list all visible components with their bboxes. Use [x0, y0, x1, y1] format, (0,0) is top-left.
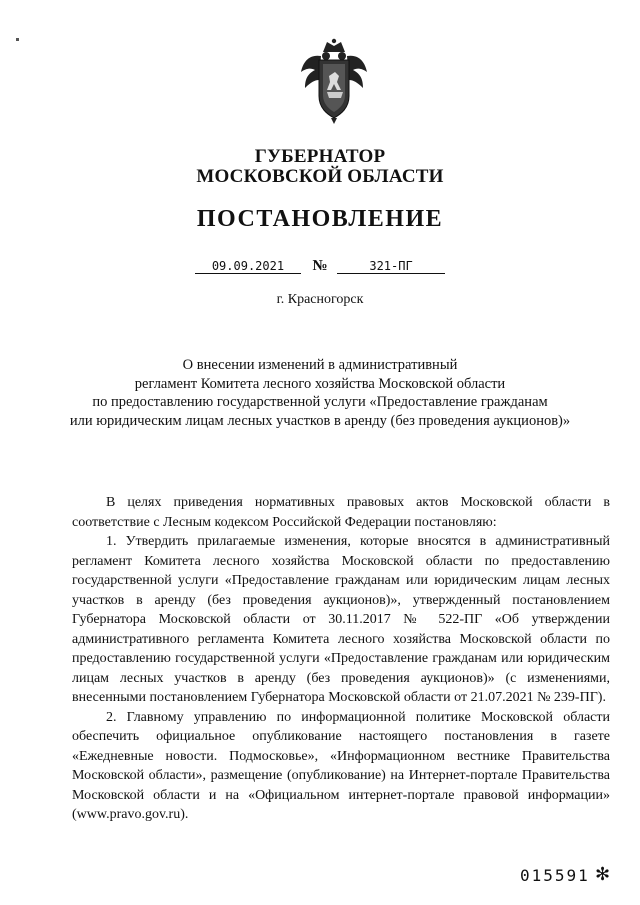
number-sign: № — [312, 258, 328, 274]
title-line: регламент Комитета лесного хозяйства Московской области — [134, 375, 506, 392]
intro-paragraph: В целях приведения нормативных правовых актов Московской области в соответствие с Лесным кодексом Российской Федерации постановляю: — [72, 495, 610, 530]
title-line: по предоставлению государственной услуги «Предоставление гражданам — [92, 394, 548, 410]
decree-number: 321-ПГ — [337, 259, 445, 274]
document-type-title: ПОСТАНОВЛЕНИЕ — [196, 206, 444, 232]
coat-of-arms-icon — [299, 38, 369, 124]
decree-body — [72, 493, 610, 825]
authority-line-2: МОСКОВСКОЙ ОБЛАСТИ — [196, 166, 444, 187]
title-line: или юридическим лицам лесных участков в аренду (без проведения аукционов)» — [69, 412, 571, 429]
city-name: г. Красногорск — [276, 292, 364, 307]
scan-mark — [16, 38, 19, 41]
authority-line-1: ГУБЕРНАТОР — [254, 146, 386, 167]
star-icon: ✻ — [595, 864, 611, 884]
item-1-paragraph: 1. Утвердить прилагаемые изменения, которые вносятся в административный регламент Комитета лесного хозяйства Московской области по предоставлению государственной услуги «Предоставление гражданам или юридическим лицам лесных участков в аренду (без проведения аукционов)», утвержденный постановлением Губернатора Московской области от 30.11.2017 № 522-ПГ «Об утверждении административного регламента Комитета лесного хозяйства Московской области по предоставлению государственной услуги «Предоставление гражданам или юридическим лицам лесных участков в аренду (без проведения аукционов)» (с изменениями, внесенными постановлением Губернатора Московской области от 21.07.2021 № 239-ПГ). — [72, 534, 610, 705]
serial-number: 015591 — [520, 866, 590, 885]
decree-date: 09.09.2021 — [195, 259, 301, 274]
decree-title — [0, 356, 640, 430]
title-line: О внесении изменений в административный — [182, 357, 458, 373]
date-number-line — [0, 258, 640, 275]
item-2-paragraph: 2. Главному управлению по информационной политике Московской области обеспечить официальное опубликование настоящего постановления в газете «Ежедневные новости. Подмосковье», «Информационном вестнике Правительства Московской области», размещение (опубликование) на Интернет-портале Правительства Московской области и на «Официальном интернет-портале правовой информации» (www.pravo.gov.ru). — [72, 709, 610, 822]
